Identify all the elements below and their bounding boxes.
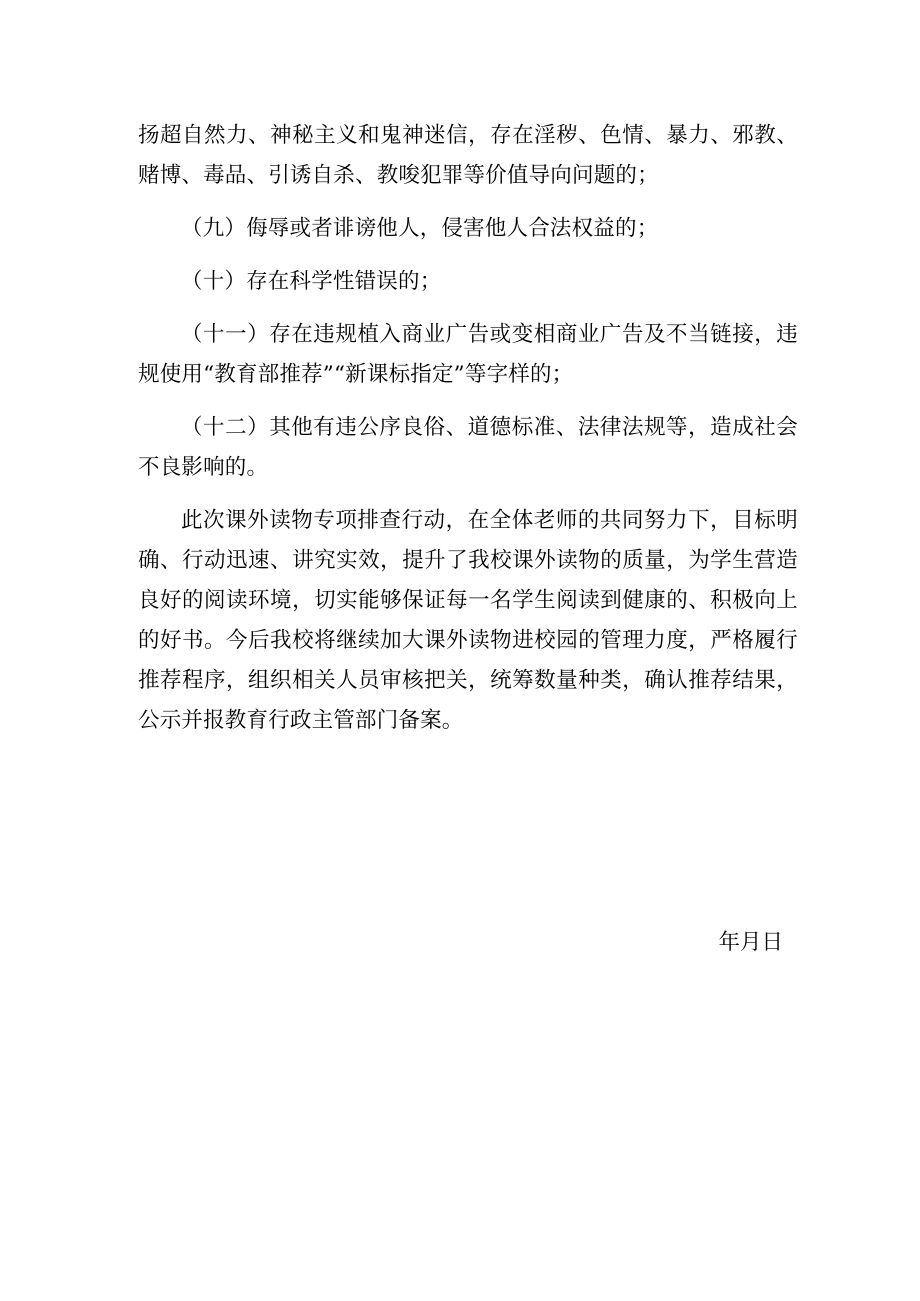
document-date: 年月日 bbox=[718, 930, 783, 955]
paragraph-summary: 此次课外读物专项排查行动，在全体老师的共同努力下，目标明确、行动迅速、讲究实效，提升了我校课外读物的质量，为学生营造良好的阅读环境，切实能够保证每一名学生阅读到健康的、积极向上的好书。今后我校将继续加大课外读物进校园的管理力度，严格履行推荐程序，组织相关人员审核把关，统筹数量种类，确认推荐结果，公示并报教育行政主管部门备案。 bbox=[138, 508, 798, 733]
paragraph-item-10: （十）存在科学性错误的； bbox=[181, 269, 442, 294]
paragraph-item-12: （十二）其他有违公序良俗、道德标准、法律法规等，造成社会不良影响的。 bbox=[138, 415, 798, 480]
document-body bbox=[138, 116, 798, 754]
paragraph-item-11: （十一）存在违规植入商业广告或变相商业广告及不当链接，违规使用“教育部推荐”“新课标指定”等字样的； bbox=[138, 322, 798, 387]
paragraph-item-9: （九）侮辱或者诽谤他人，侵害他人合法权益的； bbox=[181, 216, 659, 241]
paragraph-continuation: 扬超自然力、神秘主义和鬼神迷信，存在淫秽、色情、暴力、邪教、赌博、毒品、引诱自杀、教唆犯罪等价值导向问题的； bbox=[138, 123, 798, 188]
